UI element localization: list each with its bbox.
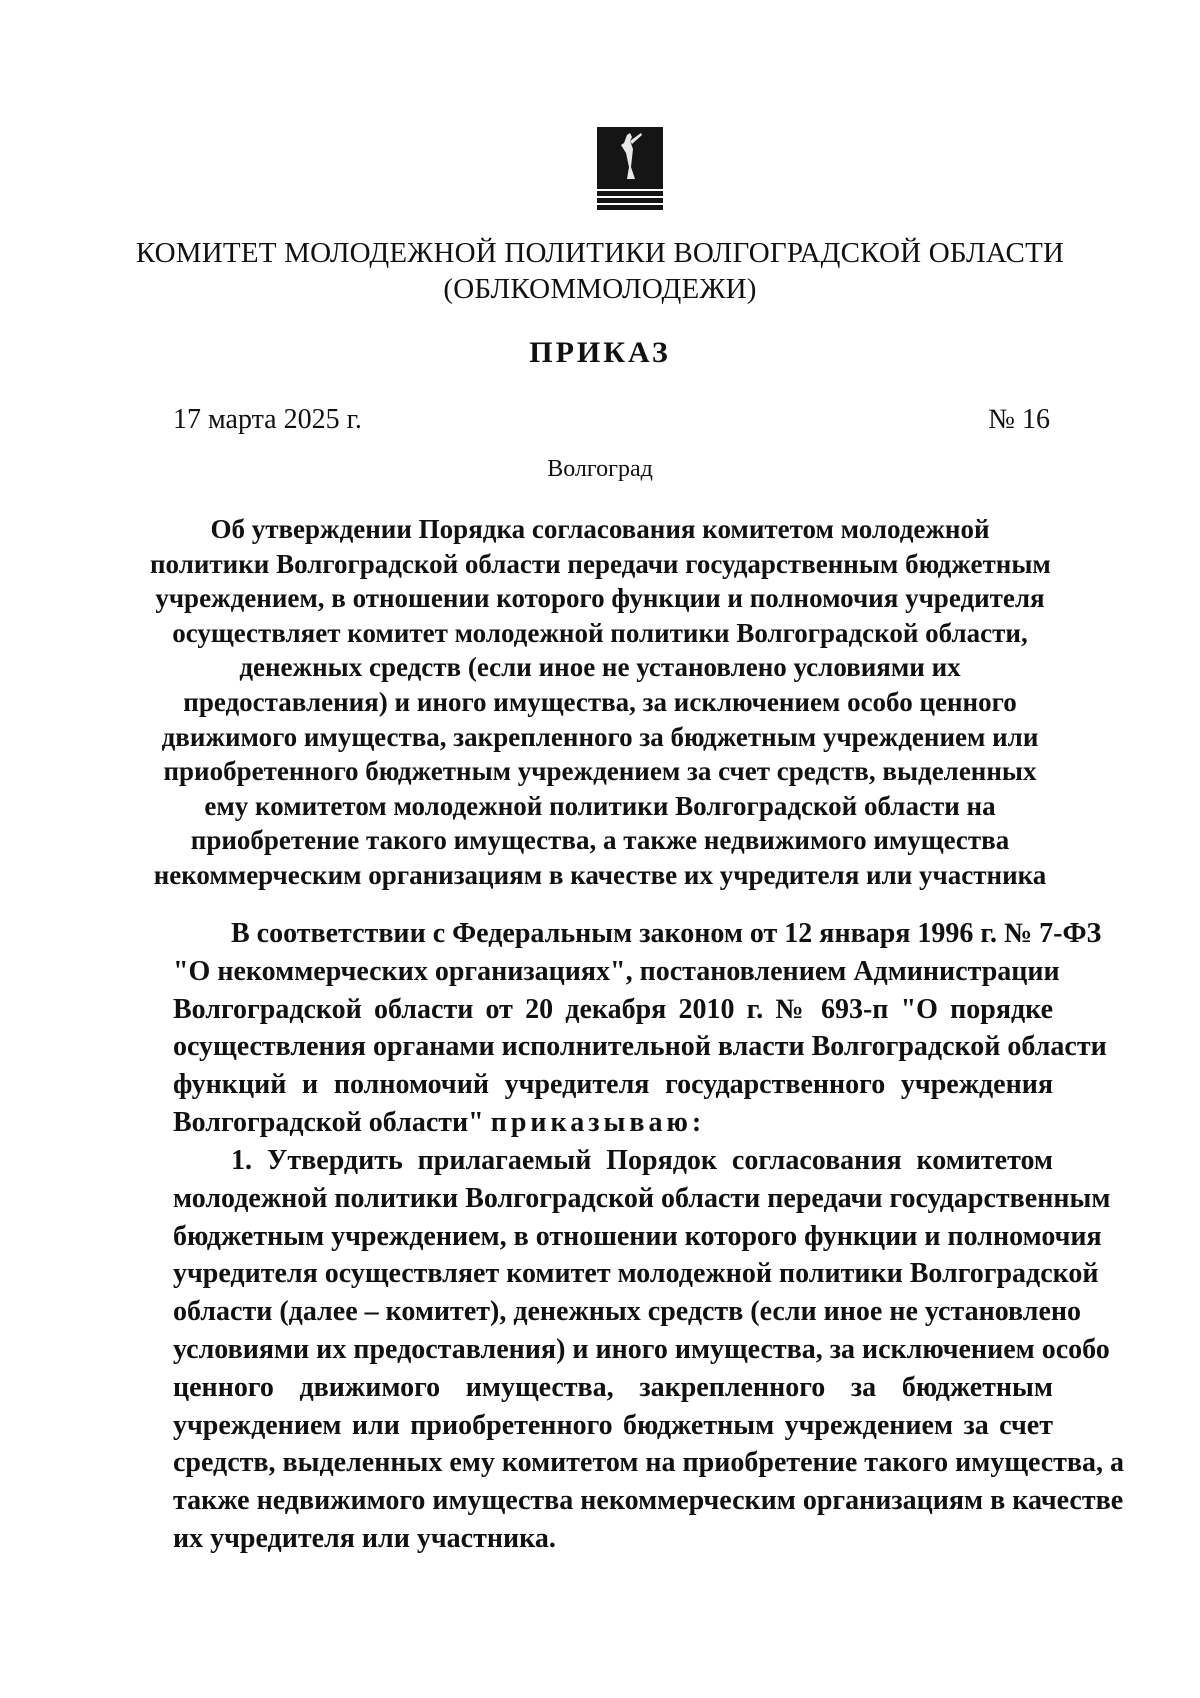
subject-line: некоммерческим организациям в качестве их учредителя или участника xyxy=(153,859,1047,890)
item-1-line: учреждением или приобретенного бюджетным учреждением за счет xyxy=(173,1409,1053,1441)
item-1-line: молодежной политики Волгоградской области передачи государственным xyxy=(173,1182,1111,1214)
preamble-paragraph xyxy=(173,915,1107,1142)
organization-name: КОМИТЕТ МОЛОДЕЖНОЙ ПОЛИТИКИ ВОЛГОГРАДСКОЙ ОБЛАСТИ xyxy=(135,237,1065,269)
organization-short-name: (ОБЛКОММОЛОДЕЖИ) xyxy=(443,273,757,305)
document-number: № 16 xyxy=(988,404,1050,435)
subject-line: Об утверждении Порядка согласования комитетом молодежной xyxy=(210,514,990,544)
preamble-line: Волгоградской области" xyxy=(173,1106,484,1138)
item-1-line: средств, выделенных ему комитетом на приобретение такого имущества, а xyxy=(173,1447,1125,1479)
document-subject xyxy=(150,512,1050,893)
subject-line: приобретение такого имущества, а также недвижимого имущества xyxy=(190,825,1010,856)
item-1-line: ценного движимого имущества, закрепленного за бюджетным xyxy=(173,1371,1053,1403)
preamble-line: функций и полномочий учредителя государственного учреждения xyxy=(173,1069,1053,1101)
item-1-line: бюджетным учреждением, в отношении которого функции и полномочия xyxy=(173,1220,1102,1252)
subject-line: приобретенного бюджетным учреждением за счет средств, выделенных xyxy=(163,756,1037,787)
item-1-line: их учредителя или участника. xyxy=(173,1522,556,1554)
document-type: ПРИКАЗ xyxy=(529,336,671,369)
preamble-line: осуществления органами исполнительной власти Волгоградской области xyxy=(173,1031,1107,1063)
preamble-line: "О некоммерческих организациях", постановлением Администрации xyxy=(173,955,1060,987)
preamble-line: В соответствии с Федеральным законом от 12 января 1996 г. № 7-ФЗ xyxy=(231,918,1102,949)
document-date: 17 марта 2025 г. xyxy=(173,404,362,435)
order-word: приказываю: xyxy=(490,1106,706,1138)
subject-line: ему комитетом молодежной политики Волгоградской области на xyxy=(204,790,996,821)
subject-line: учреждением, в отношении которого функции и полномочия учредителя xyxy=(155,583,1045,614)
subject-line: политики Волгоградской области передачи государственным бюджетным xyxy=(150,548,1051,579)
subject-line: предоставления) и иного имущества, за исключением особо ценного xyxy=(183,686,1017,717)
document-city: Волгоград xyxy=(547,456,653,482)
item-1-line: области (далее – комитет), денежных средств (если иное не установлено xyxy=(173,1296,1082,1328)
subject-line: денежных средств (если иное не установлено условиями их xyxy=(239,652,961,683)
preamble-last-line xyxy=(173,1104,1053,1142)
subject-line: осуществляет комитет молодежной политики Волгоградской области, xyxy=(172,617,1028,648)
item-1-line: условиями их предоставления) и иного имущества, за исключением особо xyxy=(173,1333,1110,1365)
item-1-line: учредителя осуществляет комитет молодежной политики Волгоградской xyxy=(173,1258,1099,1290)
preamble-line: Волгоградской области от 20 декабря 2010 г. № 693-п "О порядке xyxy=(173,993,1053,1025)
item-1-line: также недвижимого имущества некоммерческим организациям в качестве xyxy=(173,1485,1124,1517)
volgograd-emblem-icon xyxy=(597,127,663,213)
item-1-line: 1. Утвердить прилагаемый Порядок согласования комитетом xyxy=(231,1145,1053,1176)
item-1-paragraph xyxy=(173,1142,1125,1558)
subject-line: движимого имущества, закрепленного за бюджетным учреждением или xyxy=(161,721,1039,752)
